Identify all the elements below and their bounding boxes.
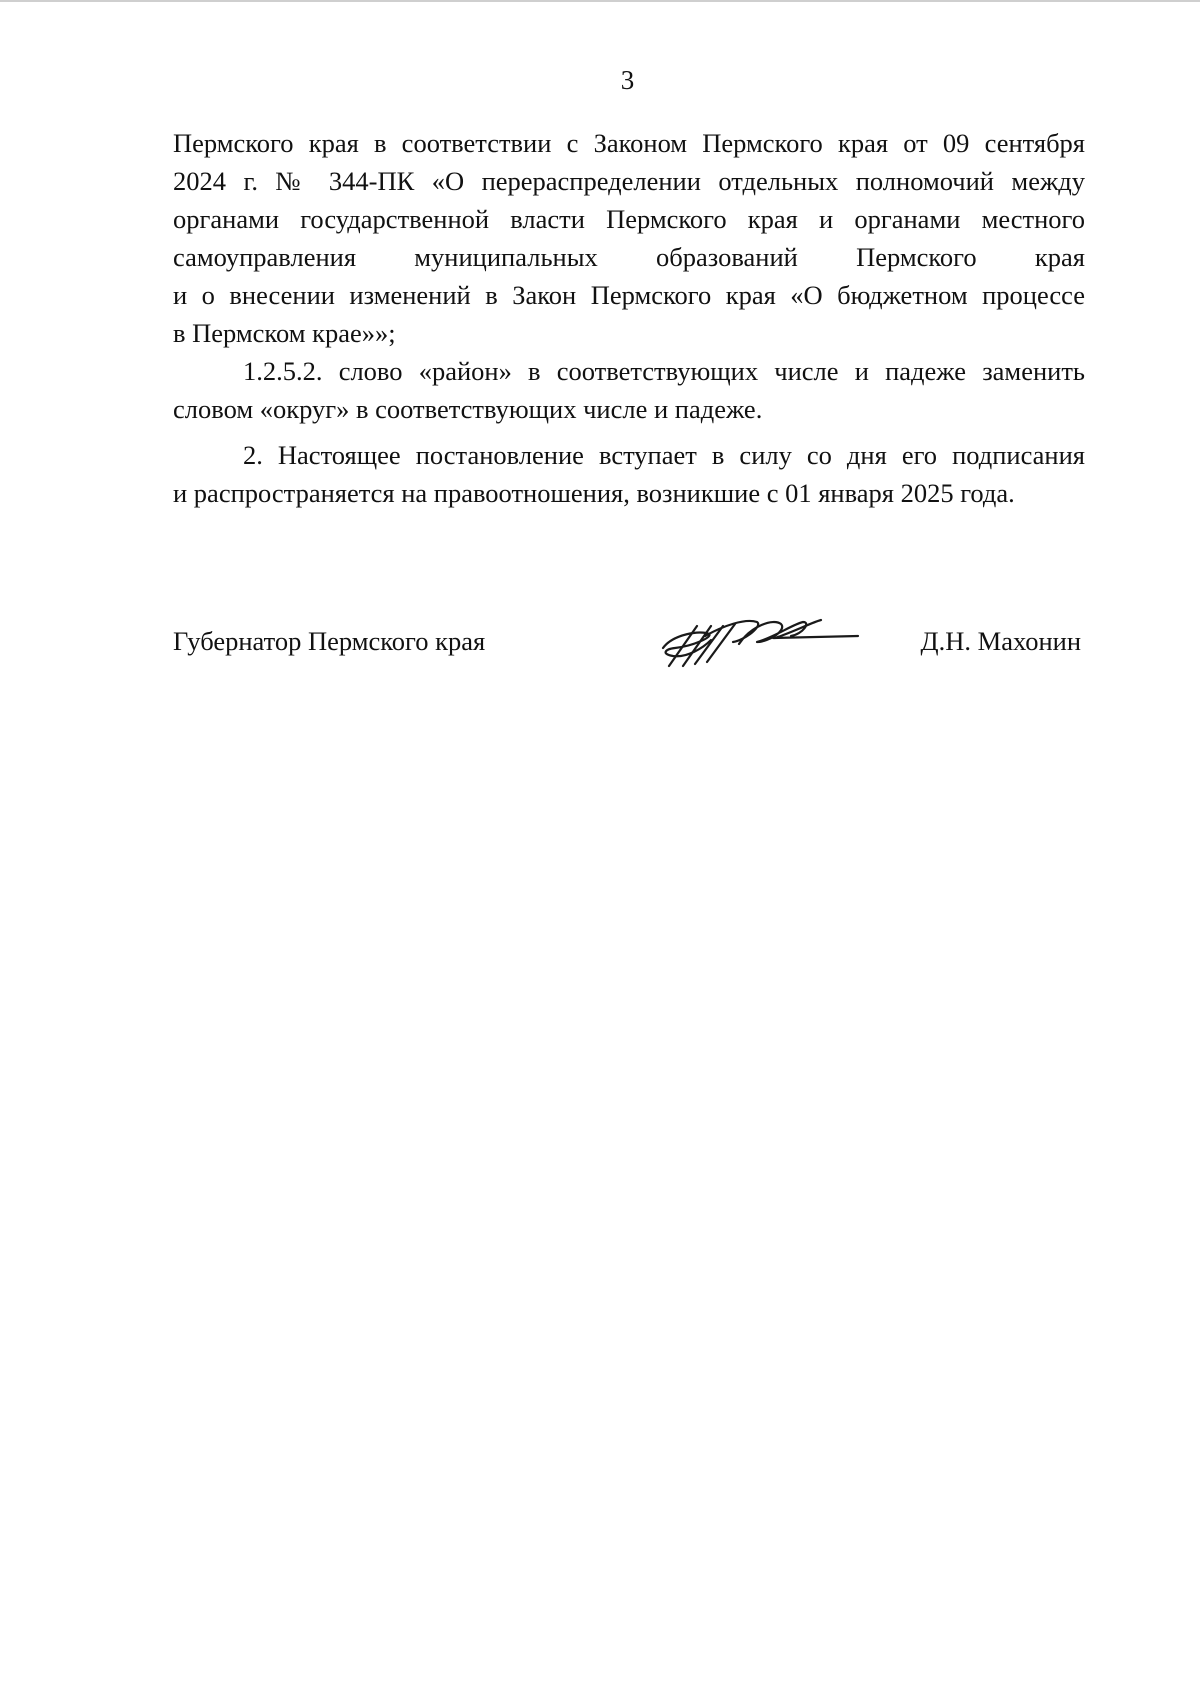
page-number: 3 <box>620 65 635 95</box>
text-line: Пермского края в соответствии с Законом Пермского края от 09 сентября <box>173 128 1085 158</box>
text-line: 1.2.5.2. слово «район» в соответствующих числе и падеже заменить <box>243 356 1085 386</box>
text-line: 2. Настоящее постановление вступает в силу со дня его подписания <box>243 440 1085 470</box>
handwritten-signature-icon <box>653 604 863 674</box>
text-line: и распространяется на правоотношения, возникшие с 01 января 2025 года. <box>173 478 1015 508</box>
text-line: и о внесении изменений в Закон Пермского края «О бюджетном процессе <box>173 280 1085 310</box>
paragraph-item-2 <box>173 436 1085 512</box>
text-line: в Пермском крае»»; <box>173 318 396 348</box>
signer-title: Губернатор Пермского края <box>173 626 486 656</box>
signature-block <box>173 622 1085 682</box>
paragraph-continuation <box>173 124 1085 352</box>
text-line: словом «округ» в соответствующих числе и падеже. <box>173 394 763 424</box>
text-line: 2024 г. № 344-ПК «О перераспределении отдельных полномочий между <box>173 166 1085 196</box>
document-body <box>173 124 1085 512</box>
text-line: органами государственной власти Пермского края и органами местного <box>173 204 1085 234</box>
signer-name: Д.Н. Махонин <box>920 626 1081 656</box>
page-top-edge <box>0 0 1200 2</box>
text-line: самоуправления муниципальных образований Пермского края <box>173 242 1085 272</box>
paragraph-item-1-2-5-2 <box>173 352 1085 428</box>
